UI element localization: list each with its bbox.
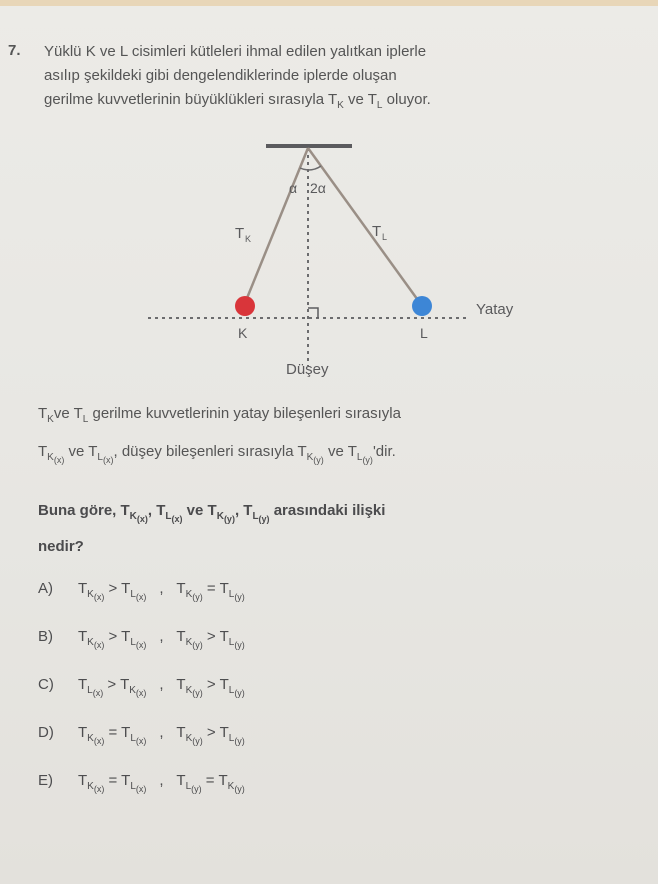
right-angle-mark bbox=[308, 308, 318, 318]
prompt-text: Buna göre, T bbox=[38, 502, 130, 519]
sub-axis: (y) bbox=[234, 640, 245, 650]
operator: > bbox=[202, 628, 220, 645]
operator: > bbox=[104, 628, 122, 645]
t-symbol: T bbox=[218, 772, 228, 789]
tension-l-label: T bbox=[372, 223, 382, 240]
sub-axis: (x) bbox=[92, 688, 104, 698]
sub-letter: L bbox=[130, 589, 136, 600]
paragraph-line-1 bbox=[38, 398, 638, 436]
operator: > bbox=[104, 580, 122, 597]
sub-letter: L bbox=[228, 685, 235, 696]
sub-letter: K bbox=[306, 452, 314, 463]
separator: , bbox=[159, 772, 164, 789]
operator: = bbox=[104, 772, 122, 789]
sub-axis: (y) bbox=[234, 784, 245, 794]
stem-line-3 bbox=[44, 88, 624, 118]
t-symbol: T bbox=[176, 580, 186, 597]
sub-letter: K bbox=[47, 452, 54, 463]
sub bbox=[130, 733, 146, 744]
operator: > bbox=[103, 676, 121, 693]
ball-k bbox=[235, 296, 255, 316]
t-symbol: T bbox=[78, 772, 88, 789]
option-letter: D) bbox=[38, 724, 54, 741]
sub-letter: K bbox=[129, 511, 137, 522]
t-symbol: T bbox=[121, 772, 131, 789]
relation-y bbox=[176, 628, 245, 650]
t-symbol: T bbox=[219, 676, 229, 693]
sub-axis: (x) bbox=[93, 736, 105, 746]
sub-axis: (y) bbox=[192, 688, 203, 698]
string-l bbox=[308, 148, 420, 303]
sub bbox=[229, 685, 245, 696]
sub-letter: L bbox=[252, 511, 259, 522]
question-prompt bbox=[38, 497, 638, 561]
sub bbox=[129, 685, 146, 696]
sub-axis: (y) bbox=[192, 640, 203, 650]
sub-axis: (y) bbox=[258, 514, 270, 524]
stem-line-2: asılıp şekildeki gibi dengelendiklerinde iplerde oluşan bbox=[44, 67, 397, 84]
sub-letter: K bbox=[185, 685, 193, 696]
tension-k-label: T bbox=[235, 225, 245, 242]
sub bbox=[186, 685, 203, 696]
relation-x bbox=[78, 580, 147, 602]
sub bbox=[87, 685, 103, 696]
prompt-sub bbox=[252, 511, 269, 522]
prompt-sub bbox=[217, 511, 235, 522]
sub bbox=[87, 781, 104, 792]
sub-axis: (x) bbox=[93, 592, 105, 602]
sub-axis: (y) bbox=[234, 688, 245, 698]
paragraph-line-2 bbox=[38, 436, 638, 476]
ball-l bbox=[412, 296, 432, 316]
relation-y bbox=[176, 580, 245, 602]
para-text: 'dir. bbox=[372, 443, 396, 460]
para-text: T bbox=[38, 443, 48, 460]
ball-l-label: L bbox=[420, 325, 428, 341]
separator: , bbox=[159, 580, 164, 597]
sub-letter: K bbox=[87, 637, 94, 648]
option-letter: A) bbox=[38, 580, 53, 597]
sub-letter: L bbox=[130, 637, 136, 648]
separator: , bbox=[159, 724, 164, 741]
sub bbox=[229, 589, 245, 600]
answer-options bbox=[38, 580, 458, 820]
t-symbol: T bbox=[176, 772, 186, 789]
sub-letter: K bbox=[216, 511, 224, 522]
tension-k-subscript: K bbox=[245, 234, 252, 244]
stem-text: ve T bbox=[343, 91, 377, 108]
page-top-edge bbox=[0, 0, 658, 6]
sub-letter: K bbox=[185, 589, 193, 600]
string-k bbox=[245, 148, 308, 303]
sub-axis: (x) bbox=[93, 784, 105, 794]
sub-axis: (x) bbox=[135, 640, 147, 650]
sub bbox=[87, 733, 104, 744]
question-stem bbox=[44, 40, 624, 118]
sub-letter: L bbox=[228, 589, 235, 600]
sub bbox=[228, 781, 245, 792]
sub-axis: (y) bbox=[234, 592, 245, 602]
sub bbox=[130, 781, 146, 792]
t-symbol: T bbox=[78, 628, 88, 645]
sub-letter: K bbox=[129, 685, 136, 696]
prompt-text: arasındaki ilişki bbox=[269, 502, 386, 519]
sub bbox=[186, 781, 202, 792]
prompt-line-1 bbox=[38, 497, 638, 533]
sub-axis: (x) bbox=[135, 592, 147, 602]
separator: , bbox=[159, 628, 164, 645]
option-d[interactable] bbox=[38, 724, 458, 772]
sub-letter: L bbox=[165, 511, 172, 522]
t-symbol: T bbox=[176, 676, 186, 693]
t-symbol: T bbox=[121, 628, 131, 645]
operator: > bbox=[202, 724, 220, 741]
t-symbol: T bbox=[78, 676, 88, 693]
sub bbox=[229, 733, 245, 744]
para-text: T bbox=[38, 405, 48, 422]
para-text: ve T bbox=[323, 443, 357, 460]
angle-alpha-label: α bbox=[289, 180, 298, 196]
subscript-k: K bbox=[337, 100, 344, 111]
sub-letter: K bbox=[87, 781, 94, 792]
sub-letter: L bbox=[228, 637, 235, 648]
horizontal-label: Yatay bbox=[476, 301, 514, 318]
sub-axis: (x) bbox=[135, 736, 147, 746]
t-symbol: T bbox=[121, 724, 131, 741]
sub-letter: K bbox=[185, 733, 193, 744]
pendulum-diagram bbox=[140, 138, 540, 388]
sub-axis: (y) bbox=[223, 514, 235, 524]
option-letter: B) bbox=[38, 628, 53, 645]
t-symbol: T bbox=[176, 628, 186, 645]
sub-axis: (y) bbox=[192, 736, 203, 746]
sub-axis: (x) bbox=[135, 688, 147, 698]
sub-axis: (x) bbox=[53, 455, 65, 465]
sub-axis: (x) bbox=[135, 784, 147, 794]
t-symbol: T bbox=[176, 724, 186, 741]
option-e[interactable] bbox=[38, 772, 458, 820]
sub-letter: K bbox=[185, 637, 193, 648]
sub-letter: K bbox=[87, 589, 94, 600]
para-sub bbox=[307, 452, 324, 463]
para-text: gerilme kuvvetlerinin yatay bileşenleri sırasıyla bbox=[88, 405, 401, 422]
tension-l-subscript: L bbox=[382, 232, 388, 242]
t-symbol: T bbox=[78, 724, 88, 741]
sub-axis: (x) bbox=[136, 514, 148, 524]
sub-letter: L bbox=[185, 781, 192, 792]
sub-axis: (y) bbox=[192, 592, 203, 602]
sub-letter: L bbox=[228, 733, 235, 744]
sub bbox=[186, 637, 203, 648]
t-symbol: T bbox=[219, 628, 229, 645]
sub-axis: (y) bbox=[191, 784, 202, 794]
angle-2alpha-label: 2α bbox=[310, 180, 326, 196]
vertical-label: Düşey bbox=[286, 361, 329, 378]
operator: = bbox=[202, 580, 220, 597]
para-text: ve T bbox=[64, 443, 98, 460]
sub-letter: K bbox=[87, 733, 94, 744]
pendulum-figure bbox=[140, 138, 540, 388]
para-sub bbox=[47, 452, 64, 463]
sub-axis: (y) bbox=[234, 736, 245, 746]
t-symbol: T bbox=[78, 580, 88, 597]
para-sub bbox=[97, 452, 113, 463]
para-text: , düşey bileşenleri sırasıyla T bbox=[113, 443, 307, 460]
prompt-text: , T bbox=[147, 502, 166, 519]
sub bbox=[186, 733, 203, 744]
sub-letter: L bbox=[356, 452, 363, 463]
relation-y bbox=[176, 724, 245, 746]
sub-axis: (x) bbox=[171, 514, 183, 524]
stem-line-1: Yüklü K ve L cisimleri kütleleri ihmal edilen yalıtkan iplerle bbox=[44, 43, 427, 60]
t-symbol: T bbox=[121, 580, 131, 597]
option-c[interactable] bbox=[38, 676, 458, 724]
sub-letter: K bbox=[227, 781, 235, 792]
sub-letter: L bbox=[130, 733, 136, 744]
sub bbox=[87, 589, 104, 600]
components-paragraph bbox=[38, 398, 638, 476]
sub-letter: L bbox=[130, 781, 136, 792]
sub-letter: L bbox=[97, 452, 103, 463]
t-symbol: T bbox=[219, 724, 229, 741]
sub-axis: (x) bbox=[93, 640, 105, 650]
stem-text: oluyor. bbox=[382, 91, 431, 108]
relation-y bbox=[176, 772, 245, 794]
relation-x bbox=[78, 724, 147, 746]
prompt-text: , T bbox=[234, 502, 253, 519]
operator: = bbox=[104, 724, 122, 741]
prompt-sub bbox=[130, 511, 148, 522]
para-text: ve T bbox=[53, 405, 83, 422]
option-letter: C) bbox=[38, 676, 54, 693]
para-sub: K bbox=[47, 414, 54, 425]
sub-letter: L bbox=[87, 685, 93, 696]
prompt-text: ve T bbox=[182, 502, 217, 519]
relation-y bbox=[176, 676, 245, 698]
t-symbol: T bbox=[120, 676, 130, 693]
operator: > bbox=[202, 676, 220, 693]
option-letter: E) bbox=[38, 772, 53, 789]
sub bbox=[87, 637, 104, 648]
stem-text: gerilme kuvvetlerinin büyüklükleri sırasıyla T bbox=[44, 91, 338, 108]
relation-x bbox=[78, 676, 147, 698]
relation-x bbox=[78, 772, 147, 794]
option-b[interactable] bbox=[38, 628, 458, 676]
relation-x bbox=[78, 628, 147, 650]
sub bbox=[130, 589, 146, 600]
separator: , bbox=[159, 676, 164, 693]
ball-k-label: K bbox=[238, 325, 248, 341]
sub-axis: (y) bbox=[313, 455, 324, 465]
prompt-sub bbox=[165, 511, 182, 522]
angle-arc-2alpha bbox=[308, 166, 321, 170]
subscript-l: L bbox=[376, 100, 383, 111]
sub bbox=[186, 589, 203, 600]
question-number: 7. bbox=[8, 42, 21, 59]
option-a[interactable] bbox=[38, 580, 458, 628]
prompt-line-2: nedir? bbox=[38, 538, 84, 555]
sub-axis: (y) bbox=[362, 455, 373, 465]
sub bbox=[130, 637, 146, 648]
para-sub bbox=[357, 452, 373, 463]
para-sub: L bbox=[82, 414, 89, 425]
t-symbol: T bbox=[219, 580, 229, 597]
angle-arc-alpha bbox=[300, 168, 308, 170]
sub-axis: (x) bbox=[102, 455, 114, 465]
sub bbox=[229, 637, 245, 648]
operator: = bbox=[201, 772, 219, 789]
